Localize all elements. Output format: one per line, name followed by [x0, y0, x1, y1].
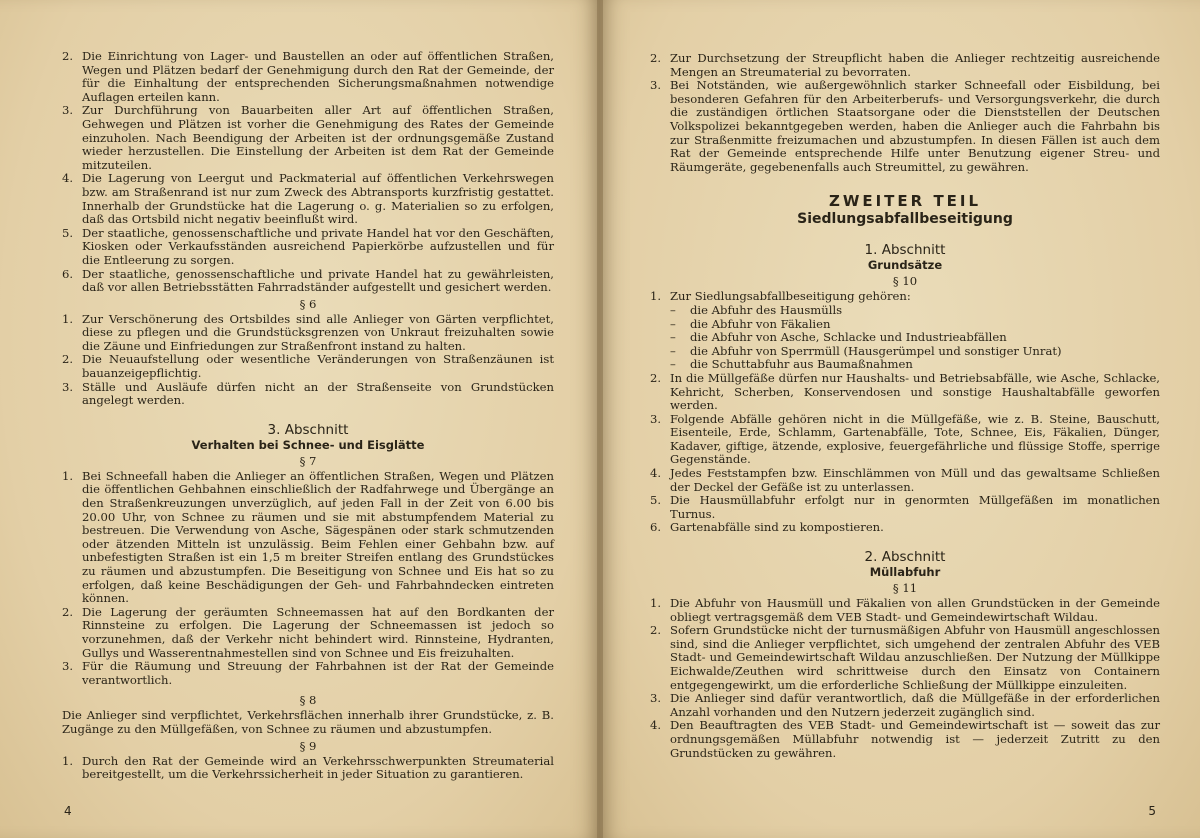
section-heading: 1. Abschnitt	[864, 242, 946, 259]
dash-marker: –	[670, 357, 676, 372]
dash-item	[670, 304, 1160, 318]
item-text: Jedes Feststampfen bzw. Einschlämmen von Müll und das gewaltsame Schließen der Deckel der Gefäße ist zu unterlassen.	[670, 466, 1160, 494]
item-number: 3.	[62, 659, 74, 674]
item-list	[650, 372, 1160, 535]
item-number: 1.	[62, 468, 74, 483]
item-text: Die Lagerung der geräumten Schneemassen hat auf den Bordkanten der Rinnsteine zu erfolgen. Die Lagerung der Schneemassen ist jedoch so vorzunehmen, daß der Verkehr nicht behindert wird. Rinnsteine, Hydranten, Gullys und Wasserentnahmestellen sind von Schnee und Eis freizuhalten.	[82, 604, 554, 660]
dash-list	[650, 304, 1160, 372]
dash-item-text: die Abfuhr von Fäkalien	[690, 316, 831, 331]
item-text: Die Lagerung von Leergut und Packmaterial auf öffentlichen Verkehrswegen bzw. am Straßenrand ist nur zum Zweck des Abtransports kurzfristig gestattet. Innerhalb der Grundstücke hat die Lagerung o. g. Materialien so zu erfolgen, daß das Ortsbild nicht negativ beeinflußt wird.	[82, 171, 554, 227]
part-heading: ZWEITER TEIL	[828, 192, 982, 211]
dash-item	[670, 331, 1160, 345]
item-number: 2.	[650, 51, 662, 65]
item-text: Die Hausmüllabfuhr erfolgt nur in genormten Müllgefäßen im monatlichen Turnus.	[670, 493, 1160, 521]
item-number: 6.	[650, 520, 662, 535]
section-heading: 3. Abschnitt	[267, 421, 349, 438]
list-item	[62, 172, 554, 226]
section-sign: § 8	[299, 693, 317, 708]
item-list	[62, 755, 554, 782]
dash-item-text: die Abfuhr des Hausmülls	[690, 302, 843, 317]
item-text: Zur Durchsetzung der Streupflicht haben die Anlieger rechtzeitig ausreichende Mengen an Streumaterial zu bevorraten.	[670, 51, 1160, 79]
item-number: 2.	[650, 623, 662, 638]
item-text: Den Beauftragten des VEB Stadt- und Gemeindewirtschaft ist — soweit das zur ordnungsgemäßen Müllabfuhr notwendig ist — jederzeit Zutritt zu den Grundstücken zu gewähren.	[670, 718, 1160, 760]
list-item	[650, 624, 1160, 692]
list-item	[62, 755, 554, 782]
list-item	[650, 692, 1160, 719]
item-number: 1.	[650, 596, 662, 611]
item-list	[650, 597, 1160, 760]
section-heading: 2. Abschnitt	[864, 549, 946, 566]
item-number: 3.	[650, 411, 662, 426]
item-text: Zur Durchführung von Bauarbeiten aller Art auf öffentlichen Straßen, Gehwegen und Plätzen ist vorher die Genehmigung des Rates der Gemeinde einzuholen. Nach Beendigung der Arbeiten ist der ordnungsgemäße Zustand wieder herzustellen. Die Einstellung der Arbeiten ist dem Rat der Gemeinde mitzuteilen.	[82, 103, 554, 172]
page-right	[600, 0, 1200, 838]
list-item	[62, 50, 554, 104]
list-item	[62, 268, 554, 295]
item-text: Bei Schneefall haben die Anlieger an öffentlichen Straßen, Wegen und Plätzen die öffentlichen Gehbahnen einschließlich der Radfahrwege und Übergänge an den Straßenkreuzungen unverzüglich, auf jeden Fall in der Zeit von 6.00 bis 20.00 Uhr, von Schnee zu räumen und sie mit abstumpfendem Material zu bestreuen. Die Verwendung von Asche, Sägespänen oder stark schmutzenden oder ätzenden Mitteln ist unzulässig. Beim Fehlen einer Gehbahn bzw. auf unbefestigten Straßen ist ein 1,5 m breiter Streifen entlang des Grundstückes zu räumen und abzustumpfen. Die Beseitigung von Schnee und Eis hat so zu erfolgen, daß keine Beschädigungen der Geh- und Fahrbahndecken eintreten können.	[82, 468, 554, 606]
list-item	[62, 381, 554, 408]
section-sign: § 6	[299, 296, 317, 311]
paragraph: Die Anlieger sind verpflichtet, Verkehrsflächen innerhalb ihrer Grundstücke, z. B. Zugänge zu den Müllgefäßen, von Schnee zu räumen und abzustumpfen.	[62, 708, 554, 736]
item-text: Der staatliche, genossenschaftliche und private Handel hat zu gewährleisten, daß vor allen Betriebsstätten Fahrradständer aufgestellt und gesichert werden.	[82, 266, 554, 295]
item-text: Die Neuaufstellung oder wesentliche Veränderungen von Straßenzäunen ist bauanzeigepflichtig.	[82, 352, 554, 381]
dash-marker: –	[670, 302, 676, 317]
item-text: Durch den Rat der Gemeinde wird an Verkehrsschwerpunkten Streumaterial bereitgestellt, um die Verkehrssicherheit in jeder Situation zu garantieren.	[82, 753, 554, 782]
list-item	[650, 494, 1160, 521]
item-text: Zur Siedlungsabfallbeseitigung gehören:	[670, 289, 911, 304]
dash-marker: –	[670, 330, 676, 345]
item-number: 1.	[650, 289, 662, 304]
list-item	[650, 521, 1160, 535]
page-number: 4	[64, 804, 72, 818]
item-number: 3.	[62, 103, 74, 118]
item-number: 3.	[650, 78, 662, 93]
section-subheading: Verhalten bei Schnee- und Eisglätte	[191, 437, 425, 452]
item-number: 2.	[650, 370, 662, 385]
page-number: 5	[1148, 804, 1156, 818]
list-item	[650, 52, 1160, 79]
item-text: Folgende Abfälle gehören nicht in die Müllgefäße, wie z. B. Steine, Bauschutt, Eisenteile, Erde, Schlamm, Gartenabfälle, Tote, Schnee, Eis, Fäkalien, Dünger, Kadaver, giftige, ätzende, explosive, feuergefährliche und flüssige Stoffe, sperrige Gegenstände.	[670, 411, 1160, 467]
dash-item	[670, 345, 1160, 359]
list-item	[62, 227, 554, 268]
item-list	[62, 313, 554, 408]
dash-item-text: die Schuttabfuhr aus Baumaßnahmen	[690, 357, 913, 372]
item-text: In die Müllgefäße dürfen nur Haushalts- und Betriebsabfälle, wie Asche, Schlacke, Kehricht, Scherben, Konservendosen und sonstige Haushaltabfälle geworfen werden.	[670, 370, 1160, 413]
item-number: 4.	[650, 466, 662, 481]
item-number: 5.	[650, 493, 662, 508]
item-text: Die Einrichtung von Lager- und Baustellen an oder auf öffentlichen Straßen, Wegen und Plätzen bedarf der Genehmigung durch den Rat der Gemeinde, der für die Einhaltung der entsprechenden Sicherungsmaßnahmen notwendige Auflagen erteilen kann.	[82, 49, 554, 104]
list-item	[650, 290, 1160, 304]
dash-item	[670, 318, 1160, 332]
list-item	[62, 104, 554, 172]
item-text: Gartenabfälle sind zu kompostieren.	[670, 520, 884, 535]
item-text: Die Anlieger sind dafür verantwortlich, daß die Müllgefäße in der erforderlichen Anzahl vorhanden und den Nutzern jederzeit zugänglich sind.	[670, 691, 1160, 719]
list-item	[62, 470, 554, 606]
list-item	[62, 660, 554, 687]
item-text: Sofern Grundstücke nicht der turnusmäßigen Abfuhr von Hausmüll angeschlossen sind, sind die Anlieger verpflichtet, sich umgehend der zentralen Abfuhr des VEB Stadt- und Gemeindewirtschaft Wildau anzuschließen. Der Nutzung der Müllkippe Eichwalde/Zeuthen wird schrittweise durch den Einsatz von Containern entgegengewirkt, um die erforderliche Schließung der Müllkippe einzuleiten.	[670, 623, 1160, 692]
section-sign: § 7	[299, 453, 317, 468]
item-list	[62, 50, 554, 295]
item-number: 2.	[62, 604, 74, 619]
list-item	[650, 413, 1160, 467]
item-number: 2.	[62, 49, 74, 63]
item-number: 6.	[62, 266, 74, 281]
item-number: 3.	[650, 691, 662, 706]
item-list	[650, 52, 1160, 174]
item-list	[62, 470, 554, 688]
list-item	[650, 597, 1160, 624]
part-subheading: Siedlungsabfallbeseitigung	[797, 211, 1013, 228]
dash-item	[670, 358, 1160, 372]
item-text: Zur Verschönerung des Ortsbildes sind alle Anlieger von Gärten verpflichtet, diese zu pflegen und die Grundstücksgrenzen von Unkraut freizuhalten sowie die Zäune und Einfriedungen zur Straßenfront instand zu halten.	[82, 311, 554, 353]
item-text: Der staatliche, genossenschaftliche und private Handel hat vor den Geschäften, Kiosken oder Verkaufsständen ausreichend Papierkörbe aufzustellen und für die Entleerung zu sorgen.	[82, 225, 554, 267]
item-text: Ställe und Ausläufe dürfen nicht an der Straßenseite von Grundstücken angelegt werden.	[82, 379, 554, 408]
list-item	[62, 606, 554, 660]
list-item	[62, 313, 554, 354]
section-sign: § 10	[892, 274, 918, 289]
list-item	[650, 372, 1160, 413]
list-item	[650, 719, 1160, 760]
item-text: Bei Notständen, wie außergewöhnlich starker Schneefall oder Eisbildung, bei besonderen Gefahren für den Arbeiterberufs- und Versorgungsverkehr, die durch die zuständigen örtlichen Staatsorgane oder die Dienststellen der Deutschen Volkspolizei bekanntgegeben werden, haben die Anlieger auch die Fahrbahn bis zur Straßenmitte freizumachen und abzustumpfen. In diesen Fällen ist auch dem Rat der Gemeinde entsprechende Hilfe unter Benutzung eigener Streu- und Räumgeräte, gegebenenfalls auch Streumittel, zu gewähren.	[670, 78, 1160, 174]
item-text: Für die Räumung und Streuung der Fahrbahnen ist der Rat der Gemeinde verantwortlich.	[82, 659, 554, 687]
item-number: 1.	[62, 311, 74, 326]
section-subheading: Müllabfuhr	[869, 565, 941, 580]
list-item	[62, 353, 554, 380]
section-sign: § 11	[892, 581, 918, 596]
item-number: 1.	[62, 753, 74, 768]
list-item	[650, 79, 1160, 174]
book-gutter	[597, 0, 603, 838]
list-item	[650, 467, 1160, 494]
item-number: 4.	[650, 718, 662, 733]
dash-marker: –	[670, 343, 676, 358]
dash-marker: –	[670, 316, 676, 331]
section-subheading: Grundsätze	[867, 258, 943, 273]
section-sign: § 9	[299, 738, 317, 753]
item-number: 2.	[62, 352, 74, 367]
item-number: 3.	[62, 379, 74, 394]
dash-item-text: die Abfuhr von Asche, Schlacke und Industrieabfällen	[690, 330, 1007, 345]
item-number: 5.	[62, 225, 74, 240]
dash-item-text: die Abfuhr von Sperrmüll (Hausgerümpel und sonstiger Unrat)	[690, 343, 1062, 358]
item-number: 4.	[62, 171, 74, 186]
item-text: Die Abfuhr von Hausmüll und Fäkalien von allen Grundstücken in der Gemeinde obliegt vertragsgemäß dem VEB Stadt- und Gemeindewirtschaft Wildau.	[670, 596, 1160, 624]
